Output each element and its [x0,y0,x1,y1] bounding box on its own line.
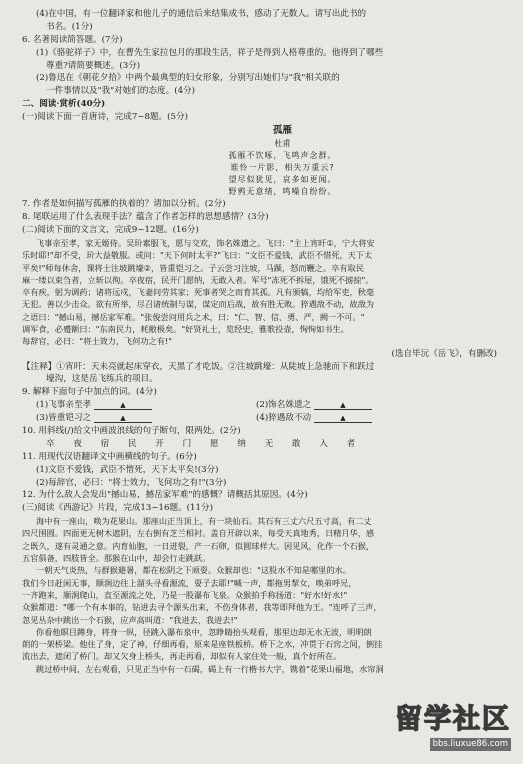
answer-blank[interactable] [314,413,372,423]
q12-text: 12. 为什么敌人会发出"撼山易，撼岳家军难"的感慨？请概括其原因。(4分) [22,490,308,501]
annotation-line1: 【注释】①宵旰：天未亮就起床穿衣，天黑了才吃饭。②注坡跳壕：从陡坡上急驰而下和跃过 [22,361,375,372]
q11-heading: 11. 用现代汉语翻译文中画横线的句子。(6分) [22,451,197,462]
q9-item: (4)猝遇敌不动 [256,413,312,424]
triangle-marker-icon: ▲ [120,414,126,423]
novel-text-line: 众猴都道："哪一个有本事的，钻进去寻个源头出来，不伤身体者，我等即拜他为王。"连呼了三声， [22,602,382,613]
q9-row2 [22,412,503,425]
annotation-line2: 壕沟，这是岳飞练兵的项目。 [46,374,158,385]
q5-4-line2: 书名。(1分) [46,21,93,32]
classical-text-line: 调军食，必蹙额曰："东南民力，耗敝极矣。"好贤礼士，览经史，雅歌投壶，恂恂如书生。 [22,324,349,335]
novel-text-line: 之既久，遂有灵通之意。内育仙胞，一日迸裂，产一石卵，似圆球样大。因见风，化作一个石猴， [22,540,375,551]
watermark-brand: 留学社区 [395,704,511,735]
section-reading-heading: 二、阅读·赏析(40分) [22,99,106,110]
q9-item: (3)皆重铠习之 [36,413,92,424]
triangle-marker-icon: ▲ [340,414,346,423]
triangle-marker-icon: ▲ [340,401,346,410]
poem-author: 杜甫 [274,139,291,149]
q10-sentence: 卒 夜 宿 民 开 门 愿 纳 无 敢 入 者 [46,438,364,449]
novel-text-line: 忽见丛杂中跳出一个石猴，应声高叫道："我进去，我进去!" [22,614,238,625]
novel-text-line: 五官俱备，四肢皆全。那猴在山中，却会行走跳跃。 [22,553,211,564]
classical-text-line: 飞事亲至孝，家无姬侍。吴玠素服飞，愿与交欢，饰名姝遗之。飞曰："主上宵旰①，宁大将安 [36,237,375,248]
source-citation: (选自毕沅《岳飞》，有删改) [391,348,497,359]
novel-text-line: 我们今日赶闲无事，顺涧边往上溜头寻看源流，耍子去耶!"喊一声，都拖男挈女，唤弟呼兄， [22,577,357,588]
answer-blank[interactable] [94,413,152,423]
classical-text-line: 无犯。善以少击众。欲有所举，尽召诸统制与谋，谋定而后战，故有胜无败。猝遇敌不动，故敌为 [22,299,375,310]
q6-2-line2: 一件事情以及"我"对她们的态度。(4分) [46,86,195,97]
q6-heading: 6. 名著阅读简答题。(7分) [22,34,123,45]
q9-item: (1)飞事亲至孝 [36,400,92,411]
triangle-marker-icon: ▲ [120,401,126,410]
q5-4-line1: (4)在中国，有一位翻译家和他儿子的通信后来结集成书，感动了无数人。请写出此书的 [36,9,367,19]
answer-blank[interactable] [314,400,372,410]
novel-text-line: 朗的一架桥梁。他住了身，定了神，仔细再看，原来是座铁板桥。桥下之水，冲贯于石窍之间，倒挂 [22,639,383,650]
answer-blank[interactable] [94,400,152,410]
classical-text-line: 麻一缕以束刍者，立斩以徇。卒夜宿，民开门愿纳，无敢入者。军号"冻死不拆屋，饿死不掳掠"。 [22,274,374,285]
part3-heading: (三)阅读《西游记》片段，完成13~16题。(11分) [22,503,213,514]
novel-text-line: 一朝天气炎热，与群猴避暑，都在松阴之下顽耍。众猴却也："这股水不知是哪里的水。 [36,565,351,576]
novel-text-line: 海中有一座山，唤为花果山。那座山正当顶上，有一块仙石。其石有三丈六尺五寸高，有二丈 [36,516,372,527]
poem-line: 望尽似犹见，哀多如更闻。 [228,175,337,185]
q10-text: 10. 用斜线(/)给文中画波浪线的句子断句，限两处。(2分) [22,425,241,436]
watermark-url: bbs.liuxue86.com [430,738,511,751]
classical-text-line: 卒有疾，躬为调药；诸将远戍，飞妻问劳其家；死事者哭之而育其孤。凡有颁犒，均给军吏，秋毫 [22,287,375,298]
novel-text-line: 一齐跑来，顺涧爬山，直至源流之处，乃是一股瀑布飞泉。众猴拍手称扬道："好水!好水!" [22,589,348,600]
classical-text-line: 乐时耶!"却不受，玠大益敬服。或问："天下何时太平?"飞曰："文臣不爱钱，武臣不惜死，天下太 [22,250,373,261]
q11-1: (1)文臣不爱钱，武臣不惜死，天下太平矣!(3分) [36,464,219,475]
poem-line: 孤雁不饮啄，飞鸣声念群。 [228,151,337,161]
q8-text: 8. 尾联运用了什么表现手法？蕴含了作者怎样的思想感情？(3分) [22,212,269,223]
poem-line: 野鸦无意绪，鸣噪自纷纷。 [228,187,337,197]
site-watermark [393,702,511,760]
q11-2: (2)每辞官，必曰："将士效力，飞何功之有!"(3分) [36,477,227,488]
classical-text-line: 每辞官，必曰："将士效力，飞何功之有!" [22,336,173,347]
novel-text-line: 跳过桥中间，左右观看，只见正当中有一石碣，碣上有一行楷书大字，镌着"花果山福地，水帘洞 [36,663,384,674]
q9-heading: 9. 解释下面句子中加点的词。(4分) [22,387,157,398]
q9-row1 [22,399,503,412]
q6-1-line2: 尊重?请简要概述。(3分) [46,60,141,71]
q6-2-line1: (2)鲁迅在《朝花夕拾》中两个最典型的妇女形象，分别写出她们与"我"相关联的 [36,73,340,84]
classical-text-line: 平矣!"师每休舍，课将士注坡跳壕②，皆重铠习之。子云尝习注坡，马踬，怒而鞭之。卒有取民 [22,262,364,273]
q7-text: 7. 作者是如何描写孤雁的执着的？请加以分析。(2分) [22,199,226,210]
q9-item: (2)饰名姝遗之 [256,400,312,411]
part2-heading: (二)阅读下面的文言文，完成9~12题。(16分) [22,225,199,236]
novel-text-line: 四尺围圆。四面更无树木遮阴，左右倒有芝兰相衬。盖自开辟以来，每受天真地秀，日精月华，感 [22,528,375,539]
novel-text-line: 你看他瞑目蹲身，将身一纵，径跳入瀑布泉中，忽睁睛抬头观看，那里边却无水无波，明明朗 [36,626,372,637]
classical-text-line: 之语曰："撼山易，撼岳家军难。"张俊尝问用兵之术，曰："仁、智、信、勇、严，阙一不可。" [22,311,365,322]
part1-heading: (一)阅读下面一首唐诗，完成7~8题。(5分) [22,112,188,123]
poem-line: 谁怜一片影，相失万重云? [230,163,335,173]
poem-title: 孤雁 [272,125,292,137]
novel-text-line: 流出去，遮闭了桥门。却又欠身上桥头，再走再看，却似有人家住处一般，真个好所在。 [22,651,342,662]
q6-1-line1: (1)《骆驼祥子》中，在曹先生家拉包月的那段生活，祥子是得到人格尊重的。他得到了哪些 [36,47,384,58]
